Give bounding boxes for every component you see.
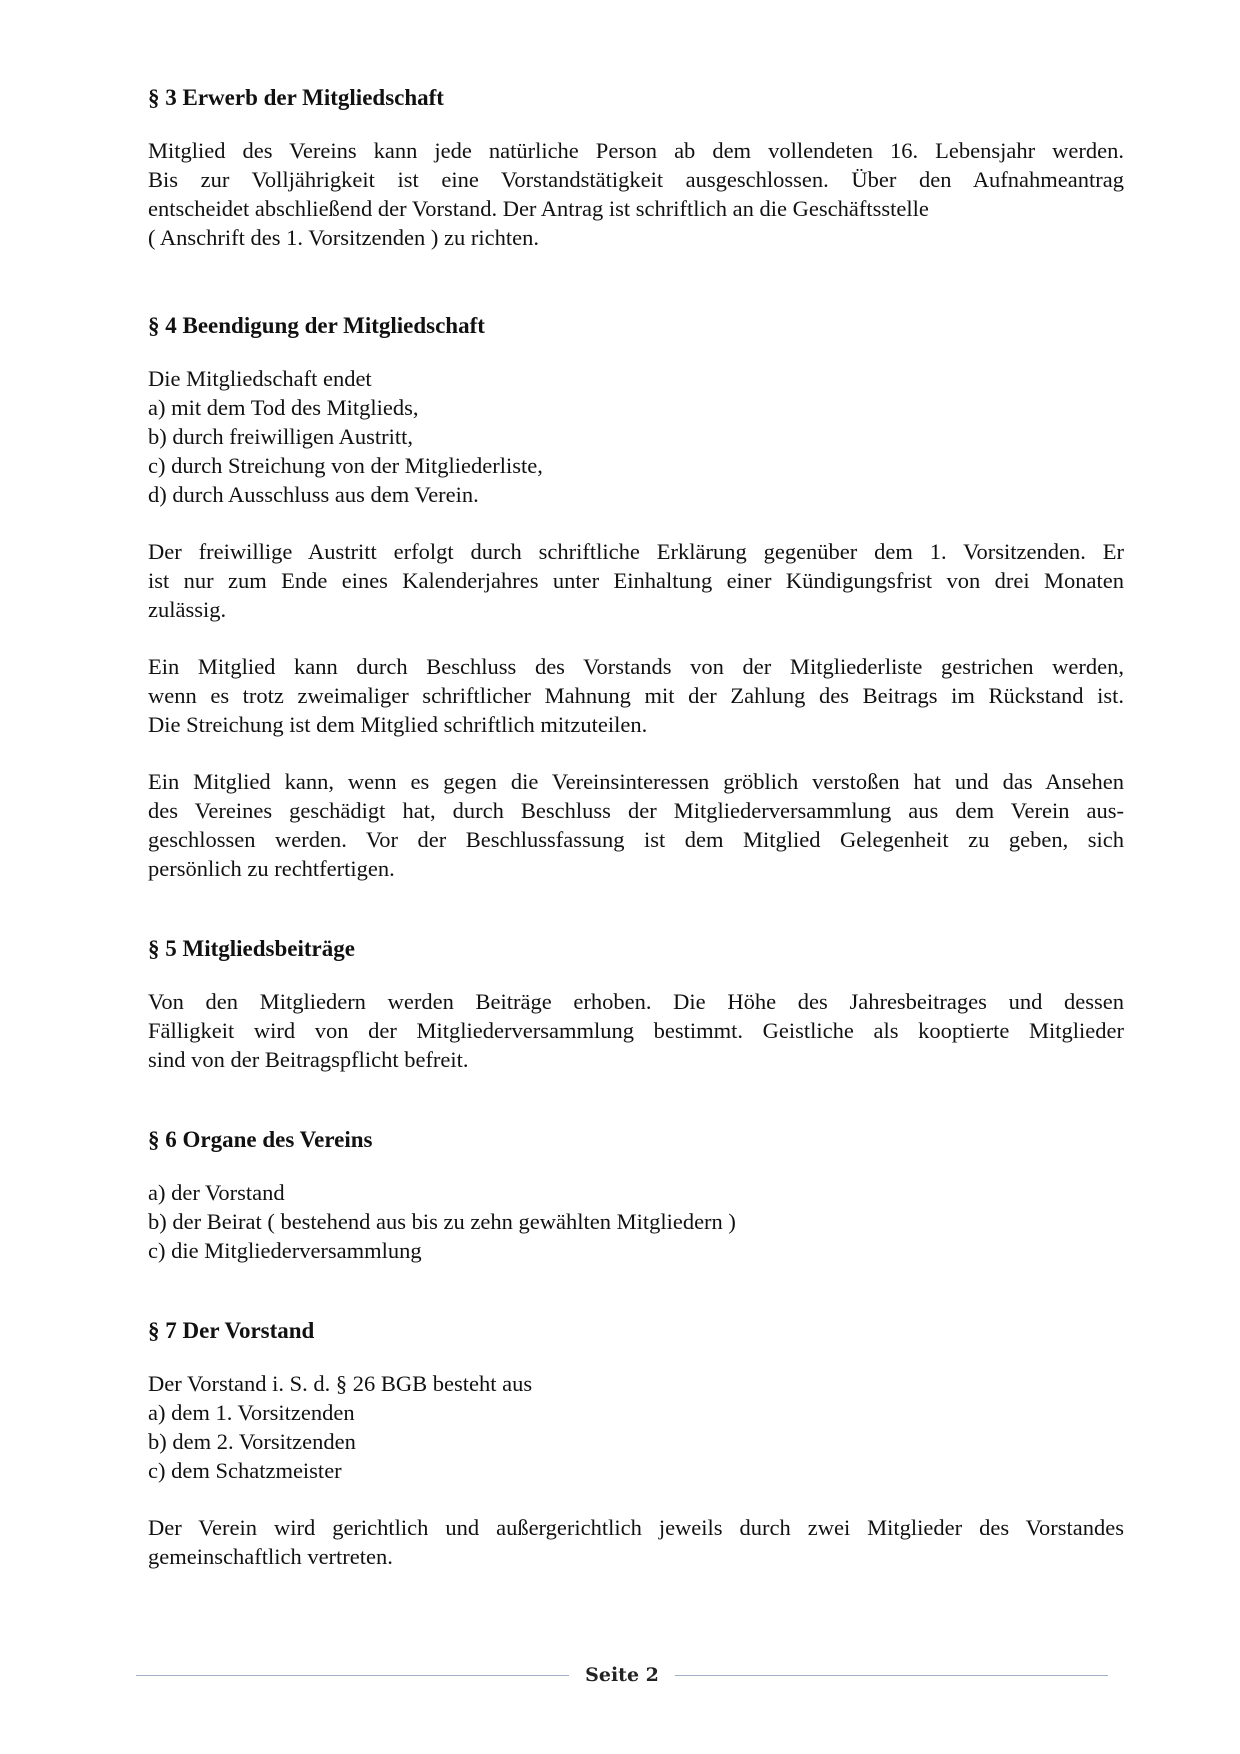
- section-title: § 3 Erwerb der Mitgliedschaft: [148, 85, 444, 110]
- board-list: [148, 1398, 1124, 1485]
- list-item: d) durch Ausschluss aus dem Verein.: [148, 482, 479, 507]
- paragraph: [148, 537, 1124, 624]
- list-item: b) der Beirat ( bestehend aus bis zu zehn gewählten Mitgliedern ): [148, 1209, 736, 1234]
- text-line: Der freiwillige Austritt erfolgt durch schriftliche Erklärung gegenüber dem 1. Vorsitzenden. Er: [148, 539, 1124, 564]
- list-intro: Die Mitgliedschaft endet: [148, 366, 372, 391]
- text-line: wenn es trotz zweimaliger schriftlicher Mahnung mit der Zahlung des Beitrags im Rückstand ist.: [148, 683, 1124, 708]
- text-line: Ein Mitglied kann durch Beschluss des Vorstands von der Mitgliederliste gestrichen werden,: [148, 654, 1124, 679]
- list-item: c) durch Streichung von der Mitgliederliste,: [148, 453, 543, 478]
- text-line: Von den Mitgliedern werden Beiträge erhoben. Die Höhe des Jahresbeitrages und dessen: [148, 989, 1124, 1014]
- list-intro: Der Vorstand i. S. d. § 26 BGB besteht aus: [148, 1371, 533, 1396]
- text-line: Bis zur Volljährigkeit ist eine Vorstandstätigkeit ausgeschlossen. Über den Aufnahmeantrag: [148, 167, 1124, 192]
- text-line: Mitglied des Vereins kann jede natürliche Person ab dem vollendeten 16. Lebensjahr werden.: [148, 138, 1124, 163]
- list-item: a) dem 1. Vorsitzenden: [148, 1400, 355, 1425]
- section-title: § 6 Organe des Vereins: [148, 1127, 373, 1152]
- text-line: ist nur zum Ende eines Kalenderjahres unter Einhaltung einer Kündigungsfrist von drei Monaten: [148, 568, 1124, 593]
- page-number: Seite 2: [585, 1664, 659, 1686]
- footer-rule-right: [675, 1675, 1108, 1676]
- page-content: [148, 84, 1124, 1571]
- list-item: c) dem Schatzmeister: [148, 1458, 342, 1483]
- section-title: § 7 Der Vorstand: [148, 1318, 315, 1343]
- list-item: b) durch freiwilligen Austritt,: [148, 424, 413, 449]
- organs-list: [148, 1178, 1124, 1265]
- text-line: des Vereines geschädigt hat, durch Beschluss der Mitgliederversammlung aus dem Verein aus-: [148, 798, 1124, 823]
- termination-list: [148, 393, 1124, 509]
- text-line: zulässig.: [148, 597, 227, 622]
- text-line: Die Streichung ist dem Mitglied schriftlich mitzuteilen.: [148, 712, 648, 737]
- footer-rule-left: [136, 1675, 569, 1676]
- text-line: geschlossen werden. Vor der Beschlussfassung ist dem Mitglied Gelegenheit zu geben, sich: [148, 827, 1124, 852]
- text-line: Fälligkeit wird von der Mitgliederversammlung bestimmt. Geistliche als kooptierte Mitglieder: [148, 1018, 1124, 1043]
- text-line: ( Anschrift des 1. Vorsitzenden ) zu richten.: [148, 225, 539, 250]
- text-line: Der Verein wird gerichtlich und außergerichtlich jeweils durch zwei Mitglieder des Vorstandes: [148, 1515, 1124, 1540]
- text-line: sind von der Beitragspflicht befreit.: [148, 1047, 469, 1072]
- text-line: entscheidet abschließend der Vorstand. Der Antrag ist schriftlich an die Geschäftsstelle: [148, 196, 929, 221]
- list-item: a) mit dem Tod des Mitglieds,: [148, 395, 419, 420]
- paragraph: [148, 652, 1124, 739]
- paragraph: [148, 767, 1124, 883]
- text-line: gemeinschaftlich vertreten.: [148, 1544, 393, 1569]
- list-item: a) der Vorstand: [148, 1180, 285, 1205]
- text-line: Ein Mitglied kann, wenn es gegen die Vereinsinteressen gröblich verstoßen hat und das Ansehen: [148, 769, 1124, 794]
- list-item: c) die Mitgliederversammlung: [148, 1238, 422, 1263]
- section-title: § 4 Beendigung der Mitgliedschaft: [148, 313, 485, 338]
- page-footer: [136, 1660, 1108, 1690]
- paragraph: [148, 136, 1124, 252]
- text-line: persönlich zu rechtfertigen.: [148, 856, 395, 881]
- paragraph: [148, 1513, 1124, 1571]
- list-item: b) dem 2. Vorsitzenden: [148, 1429, 356, 1454]
- paragraph: [148, 987, 1124, 1074]
- section-title: § 5 Mitgliedsbeiträge: [148, 936, 355, 961]
